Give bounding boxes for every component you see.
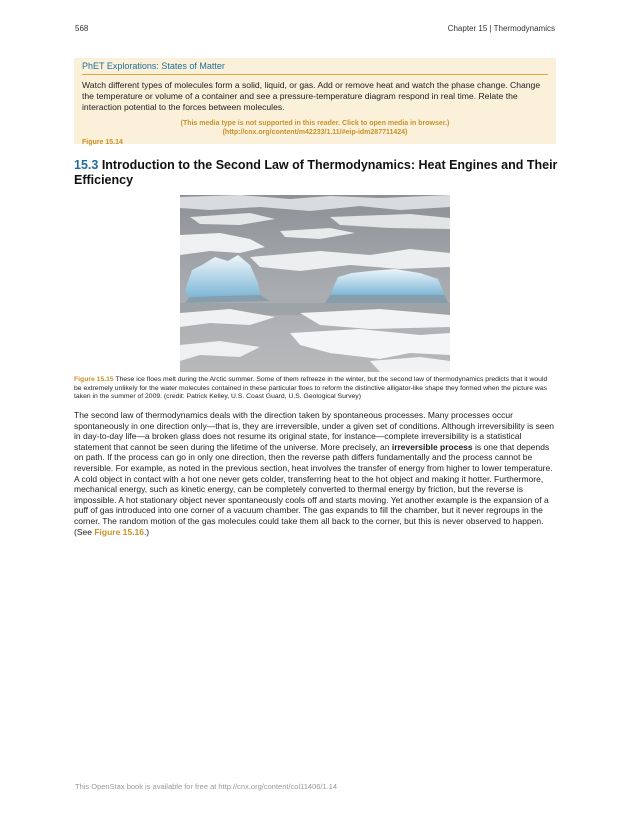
section-heading xyxy=(74,158,564,188)
figure-label-15-15: Figure 15.15 xyxy=(74,376,114,383)
phet-box-title: PhET Explorations: States of Matter xyxy=(82,61,548,75)
body-text-part1: The second law of thermodynamics deals with the direction taken by spontaneous processes. Many processes occur spontaneously in one direction only—that is, they are irreversible, under a given set of conditions. Although irreversibility is seen in day-to-day life—a broken glass does not resume its original state, for instance—complete irreversibility is a statistical statement that cannot be seen during the lifetime of the universe. More precisely, an xyxy=(74,410,555,452)
figure-label-15-14: Figure 15.14 xyxy=(82,139,123,146)
section-number: 15.3 xyxy=(74,158,99,172)
ice-floes-photo xyxy=(180,195,450,372)
media-link[interactable]: (This media type is not supported in this reader. Click to open media in browser.) (http://cnx.org/content/m42233/1.11/#eip-idm287711424) xyxy=(180,120,450,136)
chapter-title: Chapter 15 | Thermodynamics xyxy=(447,24,555,33)
figure-15-16-link[interactable]: Figure 15.16 xyxy=(94,526,144,537)
phet-box-text: Watch different types of molecules form a solid, liquid, or gas. Add or remove heat and watch the phase change. Change the temperature or volume of a container and see a pressure-temperature diagram respond in real time. Relate the interaction potential to the forces between molecules. xyxy=(82,80,541,112)
phet-explorations-box xyxy=(74,58,556,144)
page-number: 568 xyxy=(75,24,89,33)
page-header xyxy=(75,24,555,33)
body-paragraph xyxy=(74,410,556,537)
term-irreversible-process: irreversible process xyxy=(391,441,473,452)
page-footer: This OpenStax book is available for free at http://cnx.org/content/col11406/1.14 xyxy=(75,782,338,791)
section-title: Introduction to the Second Law of Thermodynamics: Heat Engines and Their Efficiency xyxy=(74,158,558,187)
body-text-part3: .) xyxy=(143,526,150,537)
body-text-part2: is one that depends on path. If the process can go in only one direction, then the reverse path differs fundamentally and the process cannot be reversible. For example, as noted in the previous section, heat involves the transfer of energy from higher to lower temperature. A cold object in contact with a hot one never gets colder, transferring heat to the hot object and making it hotter. Furthermore, mechanical energy, such as kinetic energy, can be completely converted to thermal energy by friction, but the reverse is impossible. A hot stationary object never spontaneously cools off and starts moving. Yet another example is the expansion of a puff of gas introduced into one corner of a vacuum chamber. The gas expands to fill the chamber, but it never regroups in the corner. The random motion of the gas molecules could take them all back to the corner, but this is never observed to happen. (See xyxy=(74,441,553,537)
figure-caption xyxy=(74,376,556,402)
figure-caption-text: These ice floes melt during the Arctic summer. Some of them refreeze in the winter, but the second law of thermodynamics predicts that it would be extremely unlikely for the water molecules contained in these particular floes to reform the distinctive alligator-like shape they formed when the picture was taken in the summer of 2009. (credit: Patrick Kelley, U.S. Coast Guard, U.S. Geological Survey) xyxy=(74,376,548,401)
